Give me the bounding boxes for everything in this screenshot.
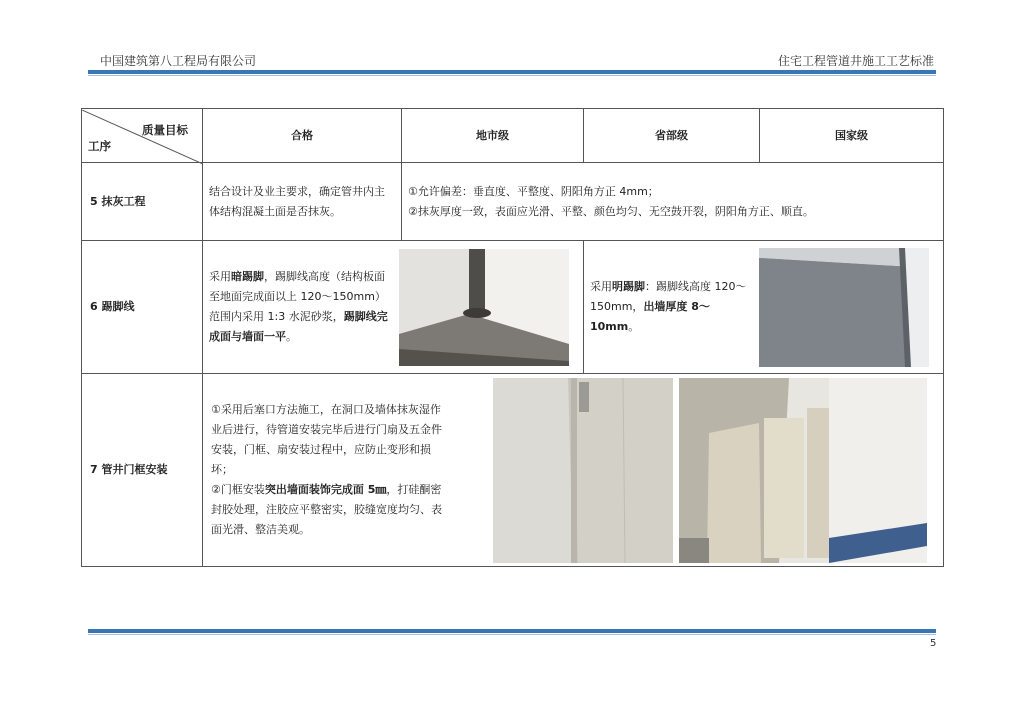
process-label: 6 踢脚线 [82, 241, 203, 374]
upper-grade-line-1: ①允许偏差：垂直度、平整度、阴阳角方正 4mm； [408, 184, 659, 198]
exposed-skirting-photo [759, 248, 929, 367]
page-number: 5 [930, 638, 937, 649]
table-row [82, 374, 944, 567]
quality-standard-table [81, 108, 944, 567]
table-row [82, 163, 944, 241]
process-label: 7 管井门框安装 [82, 374, 203, 567]
corner-cell [82, 109, 203, 163]
corner-top-label: 质量目标 [142, 122, 188, 137]
concealed-skirting-photo [399, 249, 569, 366]
door-frame-text: ①采用后塞口方法施工，在洞口及墙体抹灰湿作业后进行，待管道安装完毕后进行门扇及五金件安装，门框、扇安装过程中，应防止变形和损坏； ②门框安装突出墙面装饰完成面 5㎜，打硅酮密封胶处理，注胶应平整密实，胶缝宽度均匀、表面光滑、整洁美观。 [211, 403, 442, 536]
upper-grade-text [402, 163, 944, 241]
qualified-text: 结合设计及业主要求，确定管井内主体结构混凝土面是否抹灰。 [203, 163, 402, 241]
qualified-cell [203, 241, 584, 374]
footer-rule-thin [88, 634, 936, 635]
header-company: 中国建筑第八工程局有限公司 [100, 54, 257, 68]
door-frame-photo-2 [679, 378, 927, 563]
upper-grade-cell [584, 241, 944, 374]
qualified-text: 采用暗踢脚，踢脚线高度（结构板面至地面完成面以上 120～150mm）范围内采用 1:3 水泥砂浆，踢脚线完成面与墙面一平。 [209, 270, 388, 343]
header-rule [88, 70, 936, 74]
footer-rule [88, 629, 936, 633]
door-frame-cell [203, 374, 944, 567]
col-header-national: 国家级 [760, 109, 944, 163]
col-header-city: 地市级 [402, 109, 584, 163]
col-header-province: 省部级 [584, 109, 760, 163]
header-rule-thin [88, 75, 936, 76]
table-header-row [82, 109, 944, 163]
upper-grade-line-2: ②抹灰厚度一致，表面应光滑、平整、颜色均匀、无空鼓开裂，阴阳角方正、顺直。 [408, 204, 814, 218]
upper-grade-text: 采用明踢脚：踢脚线高度 120～150mm，出墙厚度 8～10mm。 [590, 280, 747, 333]
process-label: 5 抹灰工程 [82, 163, 203, 241]
door-frame-photo-1 [493, 378, 673, 563]
col-header-qualified: 合格 [203, 109, 402, 163]
header-doc-title: 住宅工程管道井施工工艺标准 [777, 54, 934, 68]
table-row [82, 241, 944, 374]
corner-bottom-label: 工序 [88, 138, 111, 153]
